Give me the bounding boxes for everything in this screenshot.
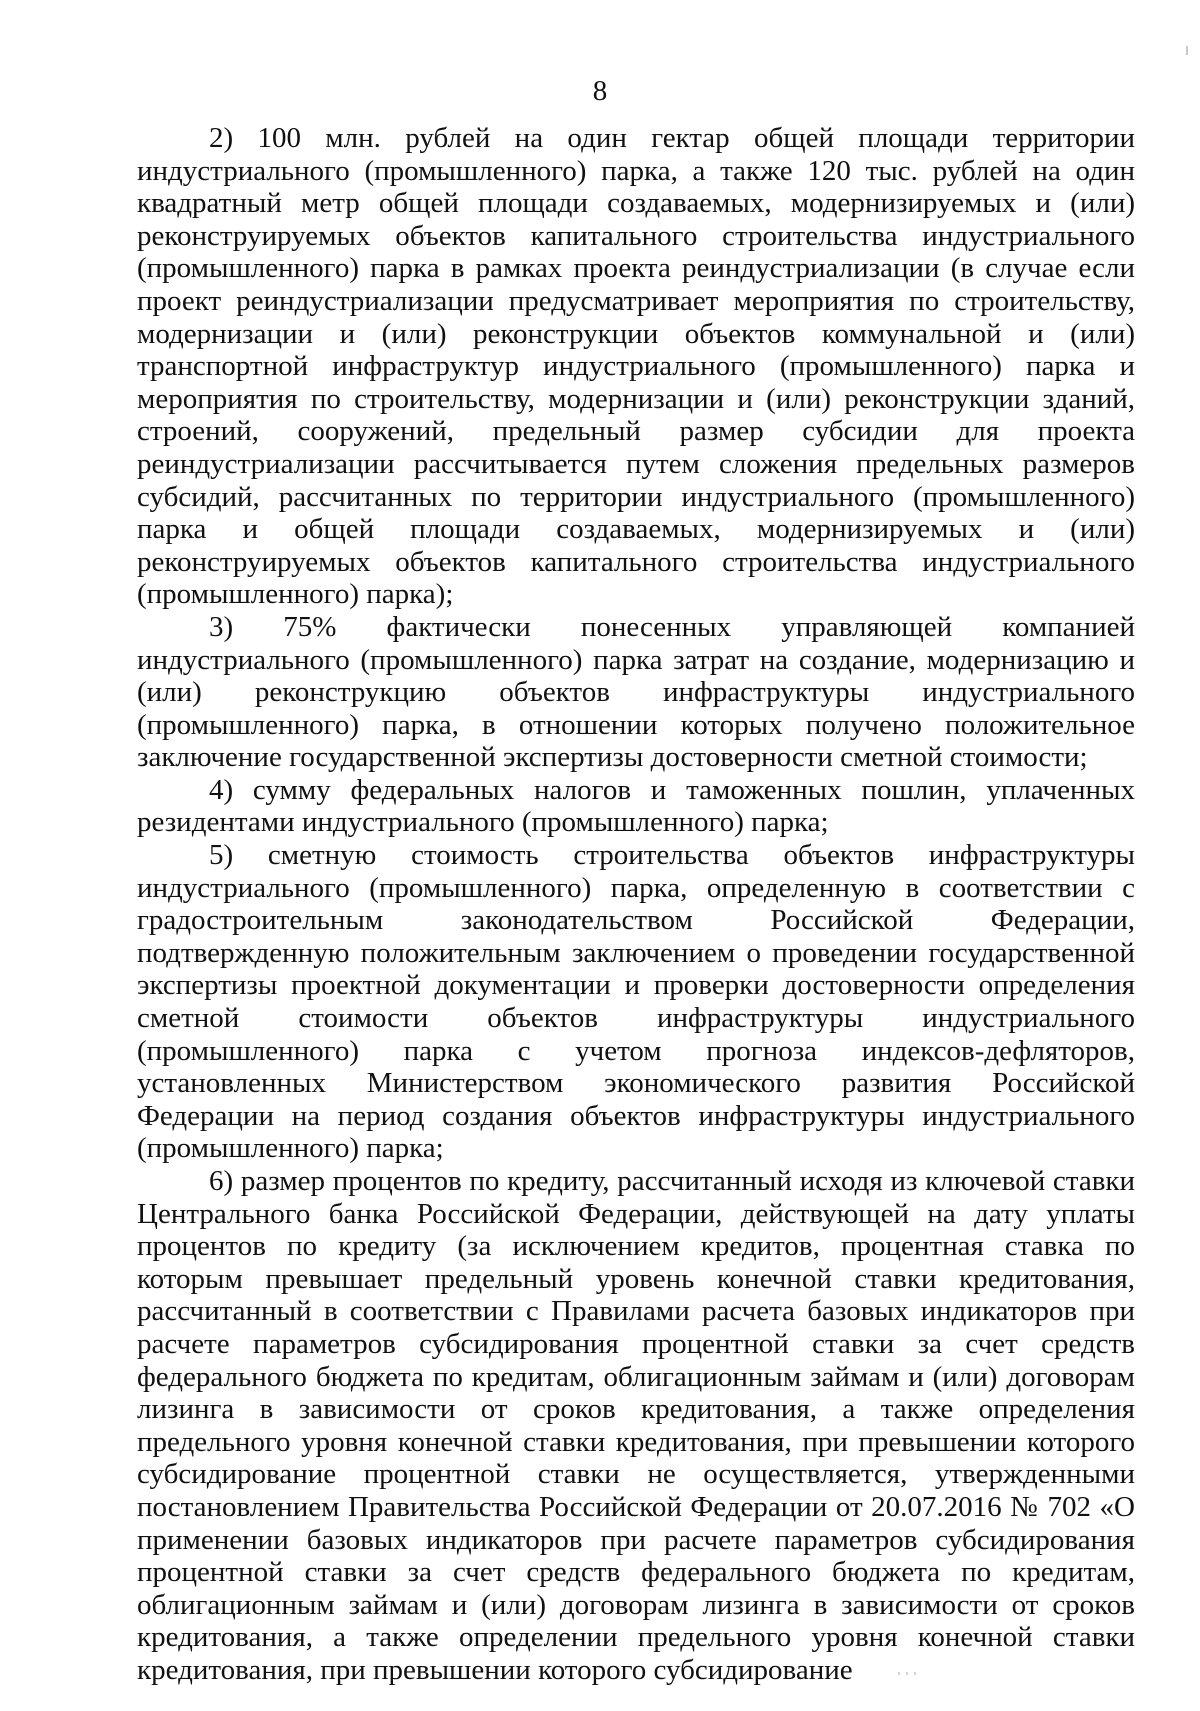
- paragraph-item-4: 4) сумму федеральных налогов и таможенных пошлин, уплаченных резидентами индустриального (промышленного) парка;: [137, 773, 1135, 839]
- scan-artifact-mark: [1186, 46, 1188, 55]
- paragraph-item-5: 5) сметную стоимость строительства объектов инфраструктуры индустриального (промышленного) парка, определенную в соответствии с градостроительным законодательством Российской Федерации, подтвержденную положительным заключением о проведении государственной экспертизы проектной документации и проверки достоверности определения сметной стоимости объектов инфраструктуры индустриального (промышленного) парка с учетом прогноза индексов-дефляторов, установленных Министерством экономического развития Российской Федерации на период создания объектов инфраструктуры индустриального (промышленного) парка;: [137, 839, 1135, 1165]
- paragraph-item-2: 2) 100 млн. рублей на один гектар общей площади территории индустриального (промышленного) парка, а также 120 тыс. рублей на один квадратный метр общей площади создаваемых, модернизируемых и (или) реконструируемых объектов капитального строительства индустриального (промышленного) парка в рамках проекта реиндустриализации (в случае если проект реиндустриализации предусматривает мероприятия по строительству, модернизации и (или) реконструкции объектов коммунальной и (или) транспортной инфраструктур индустриального (промышленного) парка и мероприятия по строительству, модернизации и (или) реконструкции зданий, строений, сооружений, предельный размер субсидии для проекта реиндустриализации рассчитывается путем сложения предельных размеров субсидий, рассчитанных по территории индустриального (промышленного) парка и общей площади создаваемых, модернизируемых и (или) реконструируемых объектов капитального строительства индустриального (промышленного) парка);: [137, 122, 1135, 611]
- scan-artifact-dots: [898, 1672, 922, 1675]
- document-body: [137, 122, 1135, 1687]
- page-number: 8: [592, 75, 608, 107]
- paragraph-item-6: 6) размер процентов по кредиту, рассчитанный исходя из ключевой ставки Центрального банка Российской Федерации, действующей на дату уплаты процентов по кредиту (за исключением кредитов, процентная ставка по которым превышает предельный уровень конечной ставки кредитования, рассчитанный в соответствии с Правилами расчета базовых индикаторов при расчете параметров субсидирования процентной ставки за счет средств федерального бюджета по кредитам, облигационным займам и (или) договорам лизинга в зависимости от сроков кредитования, а также определения предельного уровня конечной ставки кредитования, при превышении которого субсидирование процентной ставки не осуществляется, утвержденными постановлением Правительства Российской Федерации от 20.07.2016 № 702 «О применении базовых индикаторов при расчете параметров субсидирования процентной ставки за счет средств федерального бюджета по кредитам, облигационным займам и (или) договорам лизинга в зависимости от сроков кредитования, а также определении предельного уровня конечной ставки кредитования, при превышении которого субсидирование: [137, 1165, 1135, 1686]
- paragraph-item-3: 3) 75% фактически понесенных управляющей компанией индустриального (промышленного) парка затрат на создание, модернизацию и (или) реконструкцию объектов инфраструктуры индустриального (промышленного) парка, в отношении которых получено положительное заключение государственной экспертизы достоверности сметной стоимости;: [137, 610, 1135, 774]
